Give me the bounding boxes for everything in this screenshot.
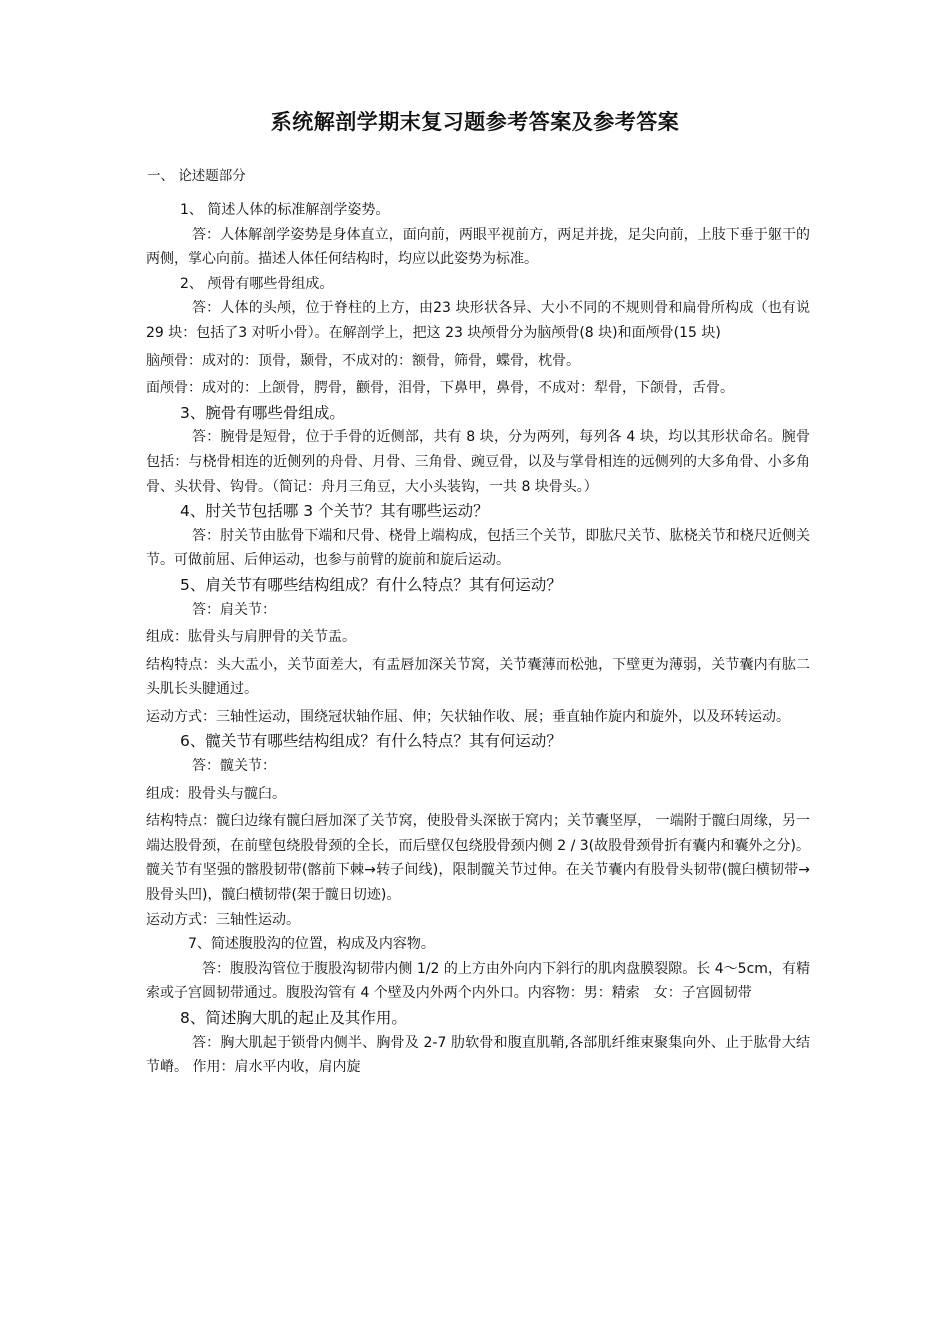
answer-4: 答：肘关节由肱骨下端和尺骨、桡骨上端构成，包括三个关节，即肱尺关节、肱桡关节和桡尺近侧关节。可做前屈、后伸运动，也参与前臂的旋前和旋后运动。 — [146, 527, 810, 569]
answer-6: 答：髋关节： — [192, 758, 276, 775]
question-6: 6、髋关节有哪些结构组成？有什么特点？其有何运动？ — [180, 732, 562, 751]
answer-6-motion: 运动方式：三轴性运动。 — [146, 911, 300, 928]
answer-5-motion: 运动方式：三轴性运动，围绕冠状轴作屈、伸；矢状轴作收、展；垂直轴作旋内和旋外，以及环转运动。 — [146, 708, 790, 725]
question-7: 7、简述腹股沟的位置，构成及内容物。 — [188, 936, 435, 953]
answer-1: 答：人体解剖学姿势是身体直立，面向前，两眼平视前方，两足并拢，足尖向前，上肢下垂于躯干的两侧，掌心向前。描述人体任何结构时，均应以此姿势为标准。 — [146, 226, 810, 268]
answer-2: 答：人体的头颅，位于脊柱的上方，由23 块形状各异、大小不同的不规则骨和扁骨所构成（也有说 29 块：包括了3 对听小骨）。在解剖学上，把这 23 块颅骨分为脑颅骨(8 块)和面颅骨(15 块) — [146, 300, 810, 341]
document-body — [146, 198, 810, 1080]
answer-2-facial: 面颅骨：成对的：上颌骨，腭骨，颧骨，泪骨，下鼻甲，鼻骨，不成对：犁骨，下颌骨，舌骨。 — [146, 380, 734, 397]
answer-5-composition: 组成：肱骨头与肩胛骨的关节盂。 — [146, 629, 356, 646]
question-2: 2、 颅骨有哪些骨组成。 — [180, 275, 334, 292]
question-8: 8、简述胸大肌的起止及其作用。 — [180, 1009, 407, 1027]
answer-7: 答：腹股沟管位于腹股沟韧带内侧 1/2 的上方由外向内下斜行的肌肉盘膜裂隙。长 4～5cm，有精索或子宫圆韧带通过。腹股沟管有 4 个壁及内外两个内外口。内容物：男：精索 女：子宫圆韧带 — [146, 960, 810, 1002]
answer-6-features: 结构特点：髋臼边缘有髋臼唇加深了关节窝，使股骨头深嵌于窝内；关节囊坚厚， 一端附于髋臼周缘，另一端达股骨颈，在前壁包绕股骨颈的全长，而后壁仅包绕股骨颈内侧 2 / 3(故股骨颈骨折有囊内和囊外之分)。髋关节有坚强的髂股韧带(髂前下棘→转子间线)，限制髋关节过伸。在关节囊内有股骨头韧带(髋臼横韧带→股骨头凹)，髋臼横韧带(架于髋日切迹)。 — [146, 813, 810, 904]
question-1: 1、 简述人体的标准解剖学姿势。 — [180, 202, 390, 218]
answer-6-composition: 组成：股骨头与髋臼。 — [146, 785, 286, 802]
question-5: 5、肩关节有哪些结构组成？有什么特点？其有何运动？ — [180, 575, 562, 594]
document-title: 系统解剖学期末复习题参考答案及参考答案 — [270, 110, 680, 134]
question-4: 4、肘关节包括哪 3 个关节？其有哪些运动？ — [180, 502, 489, 521]
answer-2-cranial: 脑颅骨：成对的：顶骨，颞骨，不成对的：额骨，筛骨，蝶骨，枕骨。 — [146, 352, 580, 369]
answer-5: 答：肩关节： — [192, 601, 276, 618]
question-3: 3、腕骨有哪些骨组成。 — [180, 403, 345, 422]
section-heading: 一、 论述题部分 — [147, 168, 246, 184]
answer-8: 答：胸大肌起于锁骨内侧半、胸骨及 2-7 肋软骨和腹直肌鞘,各部肌纤维束聚集向外、止于肱骨大结节嵴。 作用：肩水平内收，肩内旋 — [146, 1034, 810, 1076]
answer-3: 答：腕骨是短骨，位于手骨的近侧部，共有 8 块，分为两列，每列各 4 块，均以其形状命名。腕骨包括：与桡骨相连的近侧列的舟骨、月骨、三角骨、豌豆骨，以及与掌骨相连的远侧列的大多角骨、小多角骨、头状骨、钩骨。（简记：舟月三角豆，大小头装钩，一共 8 块骨头。） — [146, 429, 810, 495]
answer-5-features: 结构特点：头大盂小，关节面差大，有盂唇加深关节窝，关节囊薄而松弛，下壁更为薄弱，关节囊内有肱二头肌长头腱通过。 — [146, 656, 810, 698]
